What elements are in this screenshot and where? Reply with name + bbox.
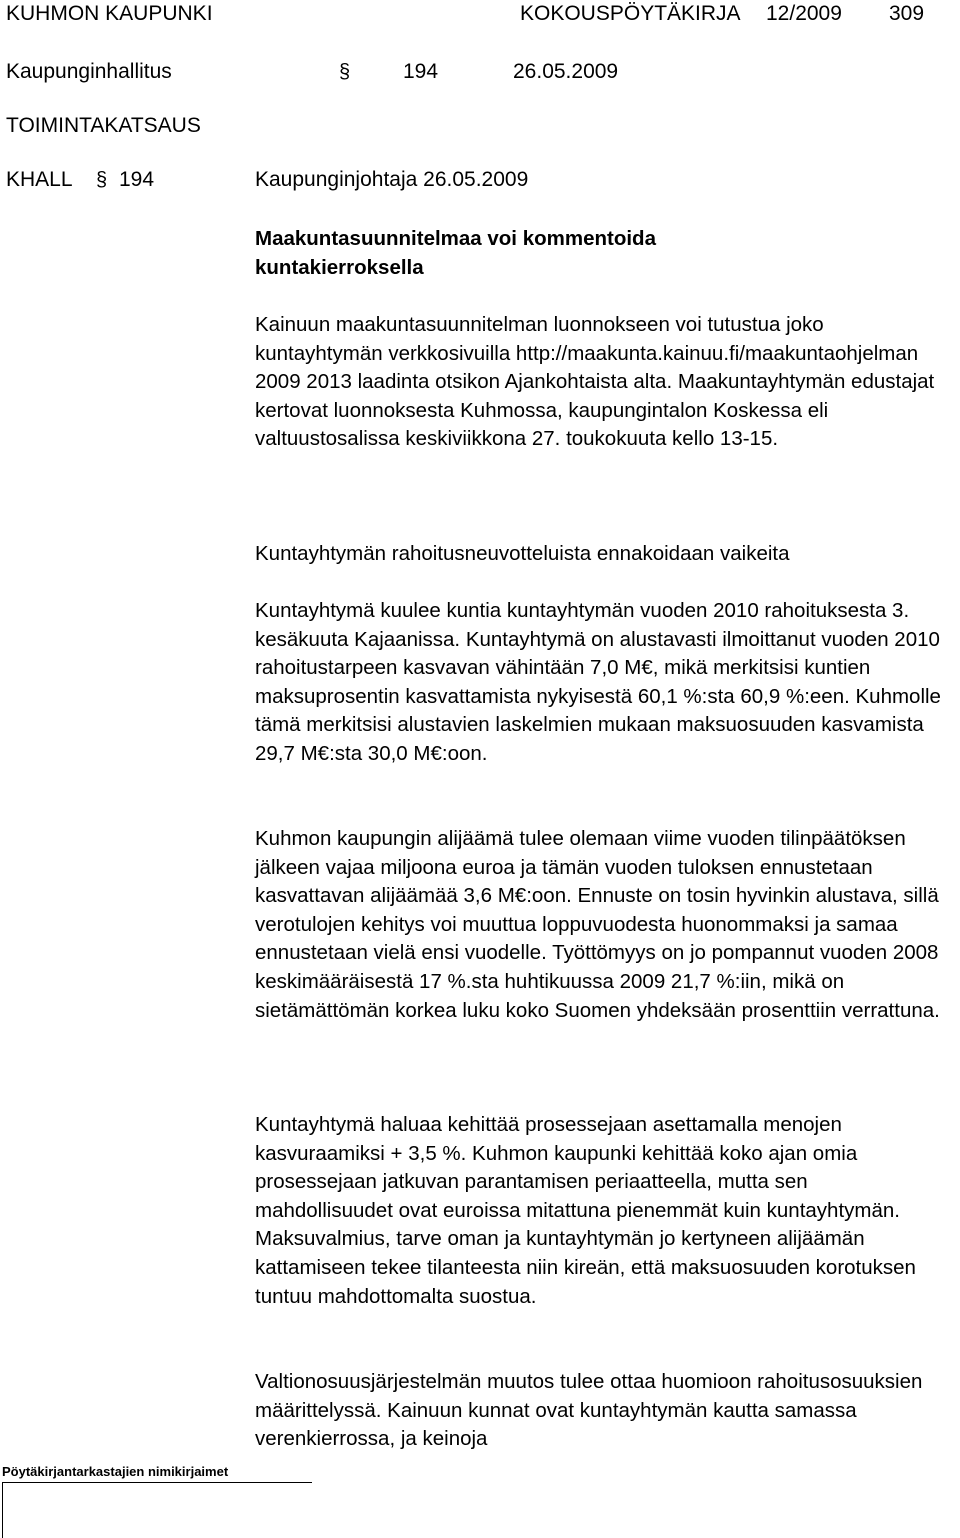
meeting-date: 26.05.2009	[513, 60, 619, 83]
signature-line	[2, 1482, 312, 1483]
paragraph-maakuntasuunnitelma: Kainuun maakuntasuunnitelman luonnokseen voi tutustua joko kuntayhtymän verkkosivuilla http://maakunta.kainuu.fi/maakuntaohjelman 2009 2013 laadinta otsikon Ajankohtaista alta. Maakuntayhtymän edustajat kertovat luonnoksesta Kuhmossa, kaupungintalon Koskessa eli valtuustosalissa keskiviikkona 27. toukokuuta kello 13-15.	[255, 313, 935, 451]
topic-title: TOIMINTAKATSAUS	[6, 114, 201, 137]
header-doc-type: KOKOUSPÖYTÄKIRJA	[520, 2, 741, 25]
paragraph-rahoitus: Kuntayhtymä kuulee kuntia kuntayhtymän vuoden 2010 rahoituksesta 3. kesäkuuta Kajaanissa. Kuntayhtymä on alustavasti ilmoittanut vuoden 2010 rahoitustarpeen kasvavan vähintään 7,0 M€, mikä merkitsisi kuntien maksuprosentin kasvattamista nykyisestä 60,1 %:sta 60,9 %:een. Kuhmolle tämä merkitsisi alustavien laskelmien mukaan maksuosuuden kasvamista 29,7 M€:sta 30,0 M€:oon.	[255, 599, 941, 765]
paragraph-alijaama: Kuhmon kaupungin alijäämä tulee olemaan viime vuoden tilinpäätöksen jälkeen vajaa miljoona euroa ja tämän vuoden tuloksen ennustetaan kasvattavan alijäämää 3,6 M€:oon. Ennuste on tosin hyvinkin alustava, sillä verotulojen kehitys voi muuttua loppuvuodesta huonommaksi ja samaa ennustetaan vielä ensi vuodelle. Työttömyys on jo pompannut vuoden 2008 keskimääräisestä 17 %.sta huhtikuussa 2009 21,7 %:iin, mikä on sietämättömän korkea luku koko Suomen yhdeksään prosenttiin verrattuna.	[255, 827, 940, 1022]
header-page-number: 309	[889, 2, 925, 25]
section-sign-icon: §	[339, 61, 351, 83]
paragraph-valtionosuus: Valtionosuusjärjestelmän muutos tulee ottaa huomioon rahoitusosuuksien määrittelyssä. Kainuun kunnat ovat kuntayhtymän kautta samassa verenkierrossa, ja keinoja	[255, 1370, 923, 1451]
item-code: KHALL	[6, 168, 73, 191]
meeting-section-number: 194	[403, 60, 439, 83]
item-section	[96, 166, 110, 194]
meeting-body: Kaupunginhallitus	[6, 60, 172, 83]
content-heading: Maakuntasuunnitelmaa voi kommentoida kuntakierroksella	[255, 227, 656, 279]
item-section-number: 194	[119, 168, 155, 191]
item-presenter-date: Kaupunginjohtaja 26.05.2009	[255, 168, 529, 191]
signature-label: Pöytäkirjantarkastajien nimikirjaimet	[2, 1464, 229, 1479]
paragraph-rahoitusneuvottelut-heading: Kuntayhtymän rahoitusneuvotteluista ennakoidaan vaikeita	[255, 542, 790, 565]
header-municipality: KUHMON KAUPUNKI	[6, 2, 213, 25]
section-sign-icon: §	[96, 169, 108, 191]
paragraph-prosessit: Kuntayhtymä haluaa kehittää prosessejaan asettamalla menojen kasvuraamiksi + 3,5 %. Kuhmon kaupunki kehittää koko ajan omia prosessejaan jatkuvan parantamisen periaatteella, mutta sen mahdollisuudet ovat euroissa mitattuna pienemmät kuin kuntayhtymän. Maksuvalmius, tarve oman ja kuntayhtymän jo kertyneen alijäämän kattamiseen tekee tilanteesta niin kireän, että maksuosuuden korotuksen tuntuu mahdottomalta suostua.	[255, 1113, 916, 1308]
header-doc-number: 12/2009	[766, 2, 842, 25]
meeting-section	[339, 58, 353, 86]
signature-box-edge	[2, 1482, 3, 1538]
